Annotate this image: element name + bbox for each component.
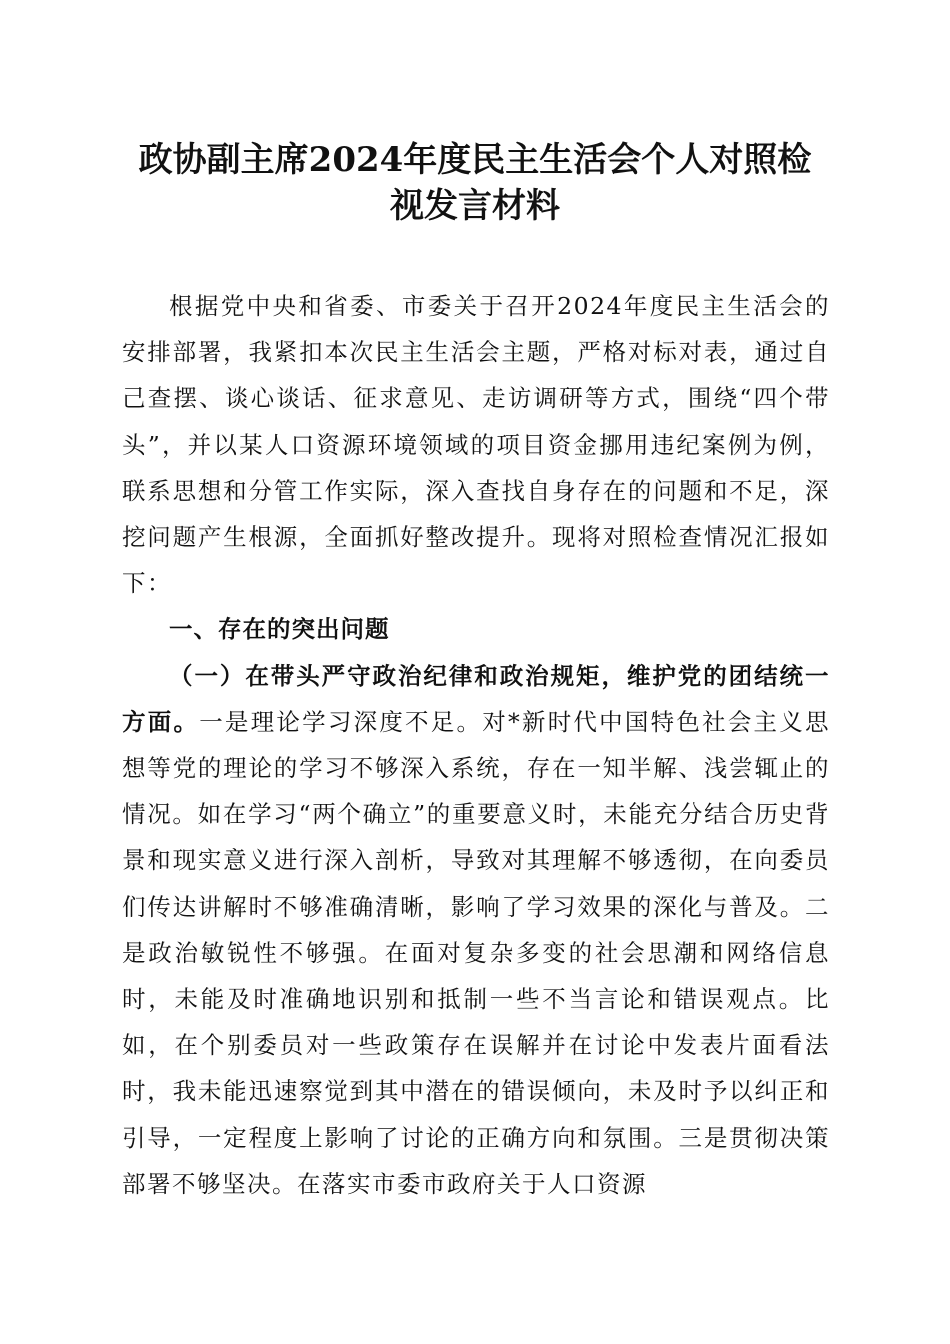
- section-heading-problems: 一、存在的突出问题: [169, 615, 390, 644]
- subsection-heading-political-discipline: （一）在带头严守政治纪律和政治规矩，维护党的团结统一方面。: [122, 661, 830, 736]
- document-title-line-1: 政协副主席2024年度民主生活会个人对照检: [138, 140, 812, 180]
- subsection-body-text: 一是理论学习深度不足。对*新时代中国特色社会主义思想等党的理论的学习不够深入系统，存在一知半解、浅尝辄止的情况。如在学习“两个确立”的重要意义时，未能充分结合历史背景和现实意义进行深入剖析，导致对其理解不够透彻，在向委员们传达讲解时不够准确清晰，影响了学习效果的深化与普及。二是政治敏锐性不够强。在面对复杂多变的社会思潮和网络信息时，未能及时准确地识别和抵制一些不当言论和错误观点。比如，在个别委员对一些政策存在误解并在讨论中发表片面看法时，我未能迅速察觉到其中潜在的错误倾向，未及时予以纠正和引导，一定程度上影响了讨论的正确方向和氛围。三是贯彻决策部署不够坚决。在落实市委市政府关于人口资源: [122, 707, 831, 1198]
- intro-paragraph: 根据党中央和省委、市委关于召开2024年度民主生活会的安排部署，我紧扣本次民主生活会主题，严格对标对表，通过自己查摆、谈心谈话、征求意见、走访调研等方式，围绕“四个带头”，并以某人口资源环境领域的项目资金挪用违纪案例为例，联系思想和分管工作实际，深入查找自身存在的问题和不足，深挖问题产生根源，全面抓好整改提升。现将对照检查情况汇报如下：: [122, 292, 830, 598]
- document-title-line-2: 视发言材料: [390, 186, 560, 226]
- subsection-paragraph: [122, 653, 830, 1207]
- document-body: [122, 283, 830, 1207]
